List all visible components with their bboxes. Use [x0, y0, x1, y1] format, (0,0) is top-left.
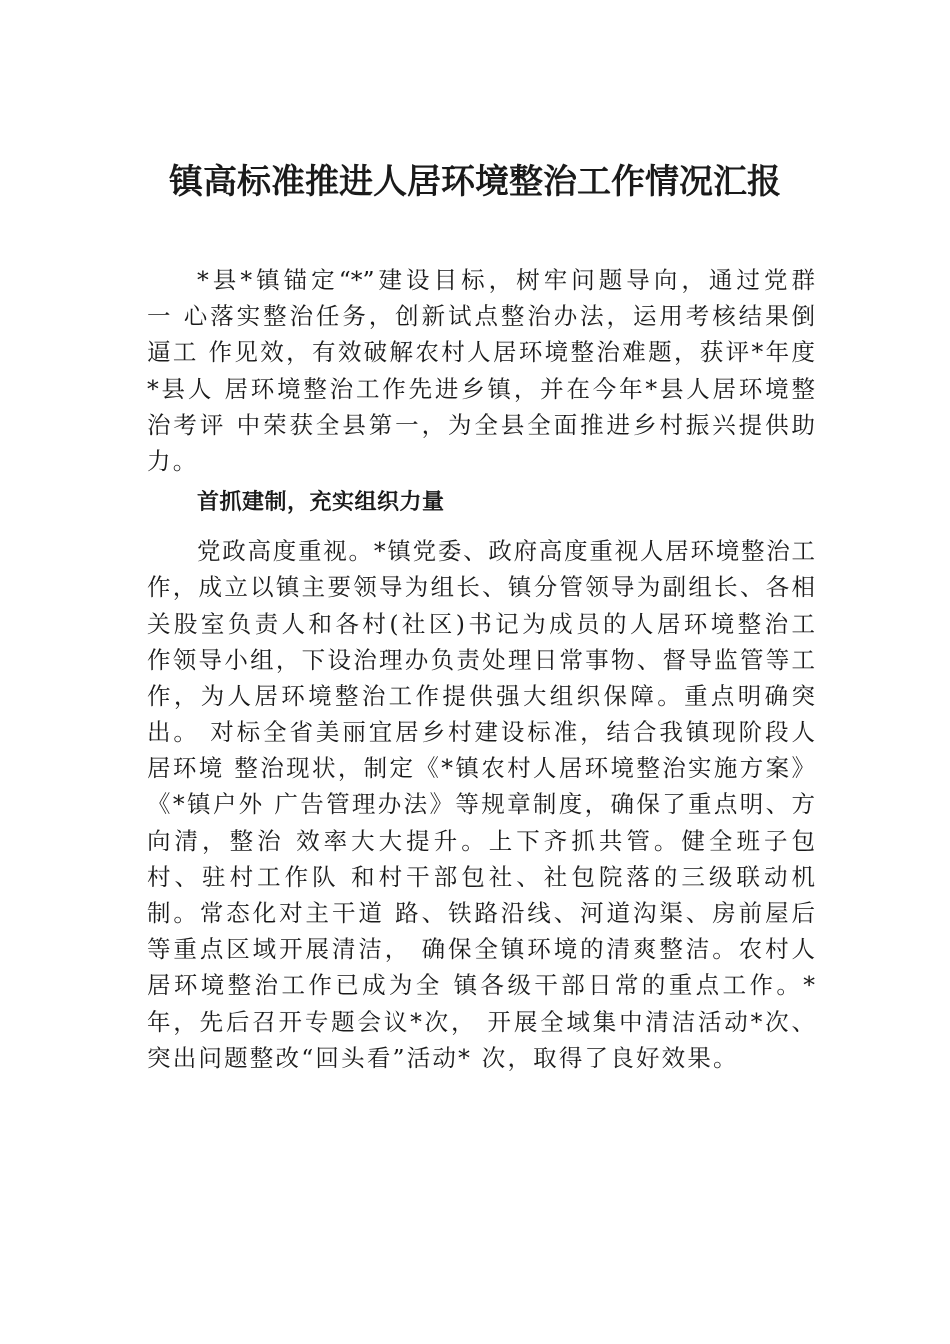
- intro-line: 治考评 中荣获全县第一，为全县全面推进乡村振兴提供助: [147, 410, 815, 439]
- section-line: 关股室负责人和各村(社区)书记为成员的人居环境整治工: [147, 609, 815, 638]
- intro-paragraph: [147, 262, 815, 479]
- intro-line: *县*镇锚定“*”建设目标，树牢问题导向，通过党群: [197, 266, 815, 294]
- document-title: 镇高标准推进人居环境整治工作情况汇报: [169, 162, 781, 202]
- section-line: 作，成立以镇主要领导为组长、镇分管领导为副组长、各相: [147, 573, 815, 602]
- section-line: 出。 对标全省美丽宜居乡村建设标准，结合我镇现阶段人: [147, 718, 815, 747]
- section-line: 党政高度重视。*镇党委、政府高度重视人居环境整治工: [197, 537, 815, 566]
- intro-line: *县人 居环境整治工作先进乡镇，并在今年*县人居环境整: [147, 374, 815, 403]
- intro-line: 逼工 作见效，有效破解农村人居环境整治难题，获评*年度: [147, 338, 815, 367]
- section-line: 年，先后召开专题会议*次， 开展全域集中清洁活动*次、: [147, 1007, 815, 1036]
- section-line: 突出问题整改“回头看”活动* 次，取得了良好效果。: [147, 1043, 739, 1072]
- section-paragraph: [147, 533, 815, 1076]
- section-line: 作，为人居环境整治工作提供强大组织保障。重点明确突: [147, 681, 815, 710]
- section-line: 等重点区域开展清洁， 确保全镇环境的清爽整洁。农村人: [147, 935, 815, 964]
- section-line: 作领导小组，下设治理办负责处理日常事物、督导监管等工: [147, 645, 815, 674]
- intro-line: 一 心落实整治任务，创新试点整治办法，运用考核结果倒: [147, 302, 815, 331]
- section-line: 村、驻村工作队 和村干部包社、社包院落的三级联动机: [147, 862, 815, 891]
- section-line: 居环境整治工作已成为全 镇各级干部日常的重点工作。*: [147, 971, 815, 1000]
- section-heading: 首抓建制，充实组织力量: [197, 490, 445, 516]
- intro-line: 力。: [147, 446, 199, 475]
- document-body: [147, 262, 815, 1076]
- section-line: 制。常态化对主干道 路、铁路沿线、河道沟渠、房前屋后: [147, 899, 815, 927]
- section-line: 《*镇户外 广告管理办法》等规章制度，确保了重点明、方: [147, 790, 815, 819]
- section-line: 向清，整治 效率大大提升。上下齐抓共管。健全班子包: [147, 826, 815, 855]
- section-line: 居环境 整治现状，制定《*镇农村人居环境整治实施方案》: [147, 754, 815, 783]
